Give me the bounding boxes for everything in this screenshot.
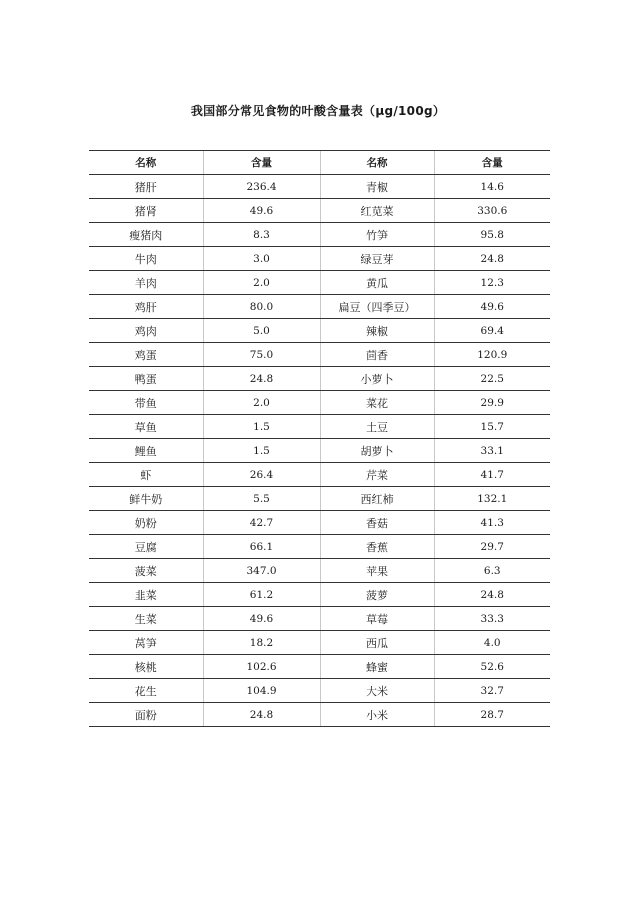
folate-value-right: 6.3 — [434, 559, 550, 583]
table-row — [89, 415, 550, 439]
folate-value-left: 24.8 — [203, 367, 320, 391]
food-name-right: 西红柿 — [320, 487, 434, 511]
table-row — [89, 343, 550, 367]
folate-value-right: 132.1 — [434, 487, 550, 511]
folate-value-right: 330.6 — [434, 199, 550, 223]
food-name-right: 菜花 — [320, 391, 434, 415]
table-row — [89, 439, 550, 463]
food-name-left: 鲜牛奶 — [89, 487, 203, 511]
food-name-right: 竹笋 — [320, 223, 434, 247]
food-name-right: 西瓜 — [320, 631, 434, 655]
table-row — [89, 367, 550, 391]
folate-value-right: 4.0 — [434, 631, 550, 655]
folate-value-right: 33.1 — [434, 439, 550, 463]
food-name-left: 鸡肝 — [89, 295, 203, 319]
folate-value-left: 3.0 — [203, 247, 320, 271]
food-name-right: 辣椒 — [320, 319, 434, 343]
food-name-right: 小萝卜 — [320, 367, 434, 391]
table-row — [89, 271, 550, 295]
folate-value-right: 29.9 — [434, 391, 550, 415]
folate-value-left: 236.4 — [203, 175, 320, 199]
food-name-right: 青椒 — [320, 175, 434, 199]
folate-value-left: 80.0 — [203, 295, 320, 319]
folate-value-left: 347.0 — [203, 559, 320, 583]
food-name-left: 花生 — [89, 679, 203, 703]
food-name-left: 韭菜 — [89, 583, 203, 607]
folate-value-left: 49.6 — [203, 607, 320, 631]
folate-value-right: 69.4 — [434, 319, 550, 343]
folate-value-left: 1.5 — [203, 415, 320, 439]
folate-value-right: 49.6 — [434, 295, 550, 319]
food-name-left: 瘦猪肉 — [89, 223, 203, 247]
table-row — [89, 511, 550, 535]
folate-value-right: 12.3 — [434, 271, 550, 295]
header-name-left: 名称 — [89, 151, 203, 175]
food-name-right: 小米 — [320, 703, 434, 727]
folate-value-left: 24.8 — [203, 703, 320, 727]
folate-value-left: 104.9 — [203, 679, 320, 703]
header-content-right: 含量 — [434, 151, 550, 175]
food-name-right: 草莓 — [320, 607, 434, 631]
folate-value-right: 32.7 — [434, 679, 550, 703]
food-name-left: 牛肉 — [89, 247, 203, 271]
table-header — [89, 151, 550, 175]
table-row — [89, 175, 550, 199]
table-row — [89, 607, 550, 631]
table-row — [89, 535, 550, 559]
food-name-left: 猪肝 — [89, 175, 203, 199]
table-row — [89, 295, 550, 319]
food-name-right: 大米 — [320, 679, 434, 703]
folate-value-right: 28.7 — [434, 703, 550, 727]
folate-value-left: 102.6 — [203, 655, 320, 679]
food-name-right: 菠萝 — [320, 583, 434, 607]
table-row — [89, 391, 550, 415]
table-row — [89, 703, 550, 727]
folate-value-left: 5.0 — [203, 319, 320, 343]
folate-value-left: 2.0 — [203, 391, 320, 415]
food-name-right: 土豆 — [320, 415, 434, 439]
food-name-right: 胡萝卜 — [320, 439, 434, 463]
food-name-left: 带鱼 — [89, 391, 203, 415]
folate-value-left: 2.0 — [203, 271, 320, 295]
table-row — [89, 199, 550, 223]
food-name-left: 鸡蛋 — [89, 343, 203, 367]
folate-value-left: 1.5 — [203, 439, 320, 463]
folate-value-right: 29.7 — [434, 535, 550, 559]
food-name-right: 香菇 — [320, 511, 434, 535]
food-name-right: 蜂蜜 — [320, 655, 434, 679]
food-name-left: 羊肉 — [89, 271, 203, 295]
folate-value-right: 52.6 — [434, 655, 550, 679]
table-row — [89, 487, 550, 511]
food-name-right: 红苋菜 — [320, 199, 434, 223]
header-name-right: 名称 — [320, 151, 434, 175]
food-name-right: 扁豆（四季豆） — [320, 295, 434, 319]
table-row — [89, 559, 550, 583]
table-row — [89, 223, 550, 247]
food-name-left: 奶粉 — [89, 511, 203, 535]
food-name-left: 虾 — [89, 463, 203, 487]
food-name-left: 鸡肉 — [89, 319, 203, 343]
folate-value-left: 8.3 — [203, 223, 320, 247]
food-name-left: 草鱼 — [89, 415, 203, 439]
food-name-right: 芹菜 — [320, 463, 434, 487]
table-row — [89, 319, 550, 343]
food-name-left: 菠菜 — [89, 559, 203, 583]
header-row — [89, 151, 550, 175]
food-name-left: 鲤鱼 — [89, 439, 203, 463]
folate-value-left: 5.5 — [203, 487, 320, 511]
table-row — [89, 583, 550, 607]
table-body — [89, 175, 550, 727]
table-row — [89, 631, 550, 655]
table-row — [89, 463, 550, 487]
food-name-right: 茴香 — [320, 343, 434, 367]
food-name-left: 生菜 — [89, 607, 203, 631]
folate-value-right: 24.8 — [434, 583, 550, 607]
food-name-right: 苹果 — [320, 559, 434, 583]
folate-value-left: 75.0 — [203, 343, 320, 367]
folate-value-right: 33.3 — [434, 607, 550, 631]
folate-value-right: 41.3 — [434, 511, 550, 535]
folate-value-right: 120.9 — [434, 343, 550, 367]
folate-value-left: 42.7 — [203, 511, 320, 535]
folate-value-right: 41.7 — [434, 463, 550, 487]
table-row — [89, 247, 550, 271]
header-content-left: 含量 — [203, 151, 320, 175]
food-name-right: 黄瓜 — [320, 271, 434, 295]
food-name-left: 鸭蛋 — [89, 367, 203, 391]
folate-value-right: 22.5 — [434, 367, 550, 391]
folate-value-right: 14.6 — [434, 175, 550, 199]
folate-value-right: 15.7 — [434, 415, 550, 439]
table-title: 我国部分常见食物的叶酸含量表（μg/100g） — [190, 104, 446, 118]
food-name-left: 莴笋 — [89, 631, 203, 655]
folate-value-left: 49.6 — [203, 199, 320, 223]
folate-content-table — [89, 150, 550, 727]
table-row — [89, 655, 550, 679]
food-name-left: 猪肾 — [89, 199, 203, 223]
food-name-left: 面粉 — [89, 703, 203, 727]
folate-value-right: 95.8 — [434, 223, 550, 247]
folate-value-left: 61.2 — [203, 583, 320, 607]
folate-value-left: 26.4 — [203, 463, 320, 487]
food-name-left: 豆腐 — [89, 535, 203, 559]
folate-value-left: 66.1 — [203, 535, 320, 559]
food-name-right: 绿豆芽 — [320, 247, 434, 271]
food-name-right: 香蕉 — [320, 535, 434, 559]
table-row — [89, 679, 550, 703]
folate-value-left: 18.2 — [203, 631, 320, 655]
folate-value-right: 24.8 — [434, 247, 550, 271]
food-name-left: 核桃 — [89, 655, 203, 679]
